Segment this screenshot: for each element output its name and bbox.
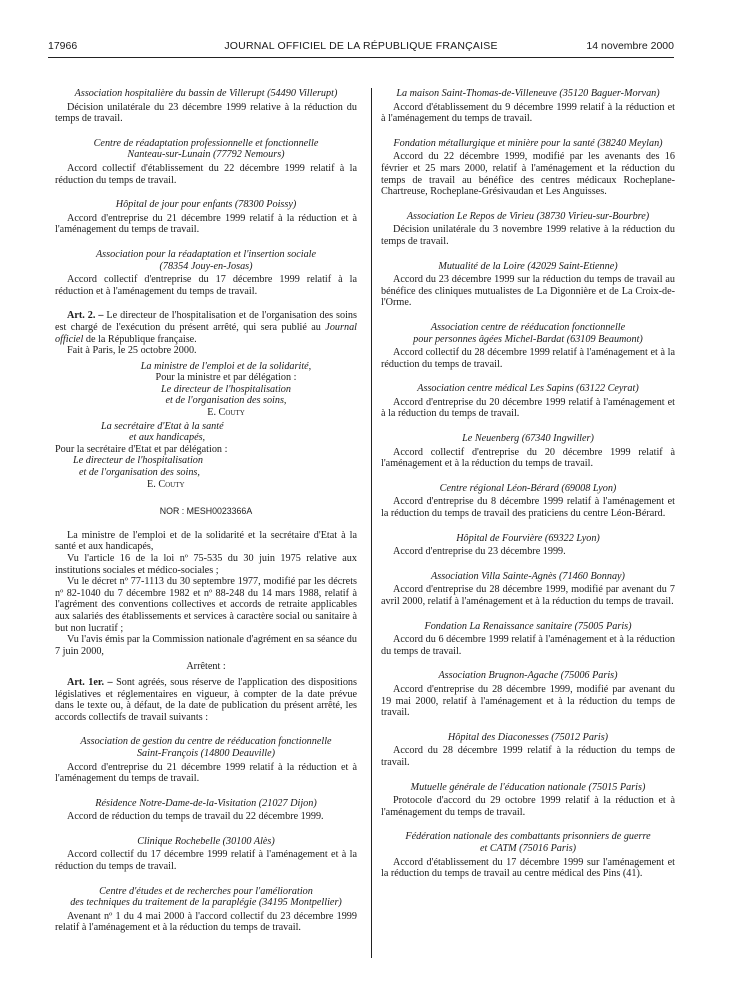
entry-title-line: Association Brugnon-Agache (75006 Paris) bbox=[438, 670, 618, 682]
right-column bbox=[381, 88, 675, 893]
entry-title bbox=[55, 199, 357, 211]
entry-title bbox=[381, 322, 675, 345]
agreement-entry bbox=[381, 571, 675, 608]
agreement-entry bbox=[381, 433, 675, 470]
entry-body: Accord d'entreprise du 21 décembre 1999 relatif à la réduction et à l'aménagement du temps de travail. bbox=[55, 212, 357, 236]
entry-title bbox=[381, 732, 675, 744]
preamble-paragraph: Vu l'avis émis par la Commission nationale d'agrément en sa séance du 7 juin 2000, bbox=[55, 634, 357, 657]
column-divider bbox=[371, 88, 372, 958]
entry-title bbox=[381, 138, 675, 150]
entry-title-line: pour personnes âgées Michel-Bardat (63109 Beaumont) bbox=[413, 333, 643, 345]
entry-title-line: Association de gestion du centre de rééducation fonctionnelle bbox=[80, 736, 332, 748]
entry-body: Accord de réduction du temps de travail du 22 décembre 1999. bbox=[67, 811, 324, 823]
entry-body: Accord collectif d'établissement du 22 décembre 1999 relatif à la réduction du temps de travail. bbox=[55, 162, 357, 186]
entry-title bbox=[55, 88, 357, 100]
entry-title-line: Centre de réadaptation professionnelle et fonctionnelle bbox=[93, 137, 319, 149]
entry-title-line: Centre d'études et de recherches pour l'amélioration bbox=[99, 885, 313, 897]
page-header bbox=[48, 40, 674, 54]
entry-title-line: Hôpital des Diaconesses (75012 Paris) bbox=[447, 731, 609, 743]
entry-title bbox=[381, 88, 675, 100]
entry-title-line: Association pour la réadaptation et l'insertion sociale bbox=[95, 248, 317, 260]
agreement-entry bbox=[55, 138, 357, 186]
entry-title bbox=[381, 211, 675, 223]
entry-title bbox=[381, 621, 675, 633]
entry-body: Accord du 6 décembre 1999 relatif à l'aménagement et à la réduction du temps de travail. bbox=[381, 634, 675, 657]
preamble bbox=[55, 530, 357, 658]
agreement-entry bbox=[381, 261, 675, 309]
preamble-paragraph: Vu le décret nº 77-1113 du 30 septembre 1977, modifié par les décrets nº 82-1040 du 7 décembre 1982 et nº 88-248 du 14 mars 1988, relatif à l'agrément des conventions collectives et accords de retraite applicables aux salariés des établissements et services à caractère social ou sanitaire à but non lucratif ; bbox=[55, 576, 357, 634]
entry-title bbox=[381, 483, 675, 495]
agreement-entry bbox=[55, 88, 357, 125]
entry-body: Avenant nº 1 du 4 mai 2000 à l'accord collectif du 23 décembre 1999 relatif à l'aménagement et à la réduction du temps de travail. bbox=[55, 910, 357, 934]
agreement-entry bbox=[381, 670, 675, 718]
entry-title-line: Association Le Repos de Virieu (38730 Virieu-sur-Bourbre) bbox=[406, 210, 650, 222]
entry-title bbox=[55, 736, 357, 759]
entry-title-line: Mutualité de la Loire (42029 Saint-Etienne) bbox=[438, 260, 618, 272]
entry-title bbox=[381, 533, 675, 545]
preamble-paragraph: La ministre de l'emploi et de la solidarité et la secrétaire d'Etat à la santé et aux handicapés, bbox=[55, 529, 357, 553]
signature-block-2: La secrétaire d'Etat à la santé et aux handicapés, Pour la secrétaire d'Etat et par délégation : Le directeur de l'hospitalisation et de l'organisation des soins, E. Couty bbox=[55, 420, 228, 490]
entry-body: Accord d'entreprise du 8 décembre 1999 relatif à l'aménagement et la réduction du temps de travail des praticiens du centre Léon-Bérard. bbox=[381, 496, 675, 520]
entry-body: Accord d'entreprise du 28 décembre 1999, modifié par avenant du 7 avril 2000, relatif à l'aménagement et à la réduction du temps de travail. bbox=[381, 584, 675, 607]
entry-title bbox=[381, 831, 675, 854]
entry-body: Accord d'entreprise du 28 décembre 1999, modifié par avenant du 19 mai 2000, relatif à l'aménagement et à la réduction du temps de travail. bbox=[381, 683, 675, 719]
entry-body: Accord collectif du 28 décembre 1999 relatif à l'aménagement et à la réduction du temps de travail. bbox=[381, 347, 675, 370]
entry-body: Accord d'entreprise du 20 décembre 1999 relatif à l'aménagement et à la réduction du temps de travail. bbox=[381, 396, 675, 420]
entry-body: Décision unilatérale du 3 novembre 1999 relative à la réduction du temps de travail. bbox=[381, 224, 675, 247]
entry-title-line: Hôpital de jour pour enfants (78300 Poissy) bbox=[115, 199, 297, 211]
agreement-entry bbox=[55, 249, 357, 297]
entry-title bbox=[55, 138, 357, 161]
entry-title-line: Saint-François (14800 Deauville) bbox=[136, 747, 276, 759]
entry-body: Protocole d'accord du 29 octobre 1999 relatif à la réduction et à l'aménagement du temps de travail. bbox=[381, 795, 675, 818]
entry-title-line: Résidence Notre-Dame-de-la-Visitation (21027 Dijon) bbox=[95, 797, 317, 809]
entry-body: Accord d'établissement du 9 décembre 1999 relatif à la réduction et à l'aménagement du temps de travail. bbox=[381, 101, 675, 125]
entry-title bbox=[381, 433, 675, 445]
entry-title bbox=[55, 798, 357, 810]
entry-title bbox=[55, 886, 357, 909]
entry-title-line: Association hospitalière du bassin de Villerupt (54490 Villerupt) bbox=[74, 88, 338, 99]
entry-title bbox=[381, 383, 675, 395]
left-column bbox=[55, 88, 357, 947]
entry-body: Accord d'établissement du 17 décembre 1999 sur l'aménagement et la réduction du temps de travail au centre médical des Pins (41). bbox=[381, 856, 675, 880]
entry-title-line: Association centre médical Les Sapins (63122 Ceyrat) bbox=[417, 383, 639, 395]
article-2: Art. 2. – Le directeur de l'hospitalisation et de l'organisation des soins est chargé de l'exécution du présent arrêté, qui sera publié au Journal officiel de la République française. bbox=[55, 310, 357, 345]
entry-body: Accord collectif du 17 décembre 1999 relatif à l'aménagement et à la réduction du temps de travail. bbox=[55, 849, 357, 873]
entry-title-line: (78354 Jouy-en-Josas) bbox=[159, 260, 253, 272]
agreement-entry bbox=[55, 836, 357, 873]
entry-title-line: Fondation métallurgique et minière pour la santé (38240 Meylan) bbox=[393, 137, 663, 149]
entry-body: Accord du 23 décembre 1999 sur la réduction du temps de travail au bénéfice des cliniques mutualistes de La Digonnière et de La Croix-de-l'Orme. bbox=[381, 274, 675, 309]
agreement-entry bbox=[381, 533, 675, 558]
entry-body: Accord d'entreprise du 21 décembre 1999 relatif à la réduction et à l'aménagement du temps de travail. bbox=[55, 761, 357, 785]
entry-title-line: Association Villa Sainte-Agnès (71460 Bonnay) bbox=[431, 570, 625, 582]
article-1: Art. 1er. – Sont agréés, sous réserve de l'application des dispositions législatives et réglementaires en vigueur, à compter de la date prévue dans le texte ou, à défaut, de la date de publication du présent arrêté, les accords collectifs de travail suivants : bbox=[55, 676, 357, 723]
entry-title bbox=[55, 249, 357, 272]
entry-title-line: Centre régional Léon-Bérard (69008 Lyon) bbox=[439, 482, 617, 494]
agreement-entry bbox=[381, 483, 675, 520]
agreement-entry bbox=[55, 199, 357, 236]
entry-title-line: Hôpital de Fourvière (69322 Lyon) bbox=[456, 532, 600, 544]
agreement-entry bbox=[381, 138, 675, 198]
entry-title-line: Association centre de rééducation fonctionnelle bbox=[430, 321, 626, 333]
entry-title-line: Nanteau-sur-Lunain (77792 Nemours) bbox=[127, 149, 285, 161]
issue-date: 14 novembre 2000 bbox=[586, 40, 674, 52]
entry-title-line: et CATM (75016 Paris) bbox=[479, 842, 577, 854]
entry-title-line: des techniques du traitement de la paraplégie (34195 Montpellier) bbox=[70, 897, 342, 909]
journal-title: JOURNAL OFFICIEL DE LA RÉPUBLIQUE FRANÇAISE bbox=[224, 40, 498, 52]
page-number: 17966 bbox=[48, 40, 78, 52]
entry-title bbox=[55, 836, 357, 848]
agreement-entry bbox=[381, 782, 675, 819]
entry-title bbox=[381, 670, 675, 682]
entry-body: Décision unilatérale du 23 décembre 1999 relative à la réduction du temps de travail. bbox=[55, 101, 357, 125]
agreement-entry bbox=[381, 621, 675, 658]
entry-title-line: Le Neuenberg (67340 Ingwiller) bbox=[462, 433, 594, 445]
entry-title-line: Fondation La Renaissance sanitaire (75005 Paris) bbox=[424, 620, 632, 632]
entry-title bbox=[381, 782, 675, 794]
arretent: Arrêtent : bbox=[186, 661, 226, 673]
nor-reference: NOR : MESH0023366A bbox=[159, 506, 253, 517]
entry-body: Accord du 28 décembre 1999 relatif à la réduction du temps de travail. bbox=[381, 745, 675, 768]
entry-body: Accord collectif d'entreprise du 17 décembre 1999 relatif à la réduction et à l'aménagement du temps de travail. bbox=[55, 274, 357, 297]
agreement-entry bbox=[55, 798, 357, 823]
signature-block-1: La ministre de l'emploi et de la solidarité, Pour la ministre et par délégation : Le directeur de l'hospitalisation et de l'organisation des soins, E. Couty bbox=[140, 360, 312, 419]
agreement-entry bbox=[381, 732, 675, 769]
agreement-entry bbox=[381, 383, 675, 420]
agreement-entry bbox=[55, 736, 357, 784]
entry-body: Accord collectif d'entreprise du 20 décembre 1999 relatif à l'aménagement et à la réduction du temps de travail. bbox=[381, 446, 675, 470]
entry-body: Accord du 22 décembre 1999, modifié par les avenants des 16 février et 25 mars 2000, relatif à l'aménagement et la réduction du temps de travail au bénéfice des centres médicaux Rocheplane-Chartreuse, Rocheplane-Grésivaudan et Les Anguisses. bbox=[381, 151, 675, 198]
entry-title-line: Mutuelle générale de l'éducation nationale (75015 Paris) bbox=[410, 781, 646, 793]
fait-a-paris: Fait à Paris, le 25 octobre 2000. bbox=[67, 345, 197, 357]
agreement-entry bbox=[381, 322, 675, 370]
preamble-paragraph: Vu l'article 16 de la loi nº 75-535 du 30 juin 1975 relative aux institutions sociales et médico-sociales ; bbox=[55, 553, 357, 576]
agreement-entry bbox=[381, 211, 675, 248]
entry-title-line: Fédération nationale des combattants prisonniers de guerre bbox=[405, 831, 651, 843]
agreement-entry bbox=[381, 88, 675, 125]
entry-body: Accord d'entreprise du 23 décembre 1999. bbox=[393, 546, 566, 558]
header-rule bbox=[48, 57, 674, 58]
entry-title bbox=[381, 571, 675, 583]
agreement-entry bbox=[55, 886, 357, 934]
entry-title bbox=[381, 261, 675, 273]
entry-title-line: Clinique Rochebelle (30100 Alès) bbox=[137, 835, 275, 847]
entry-title-line: La maison Saint-Thomas-de-Villeneuve (35120 Baguer-Morvan) bbox=[396, 88, 660, 99]
agreement-entry bbox=[381, 831, 675, 879]
